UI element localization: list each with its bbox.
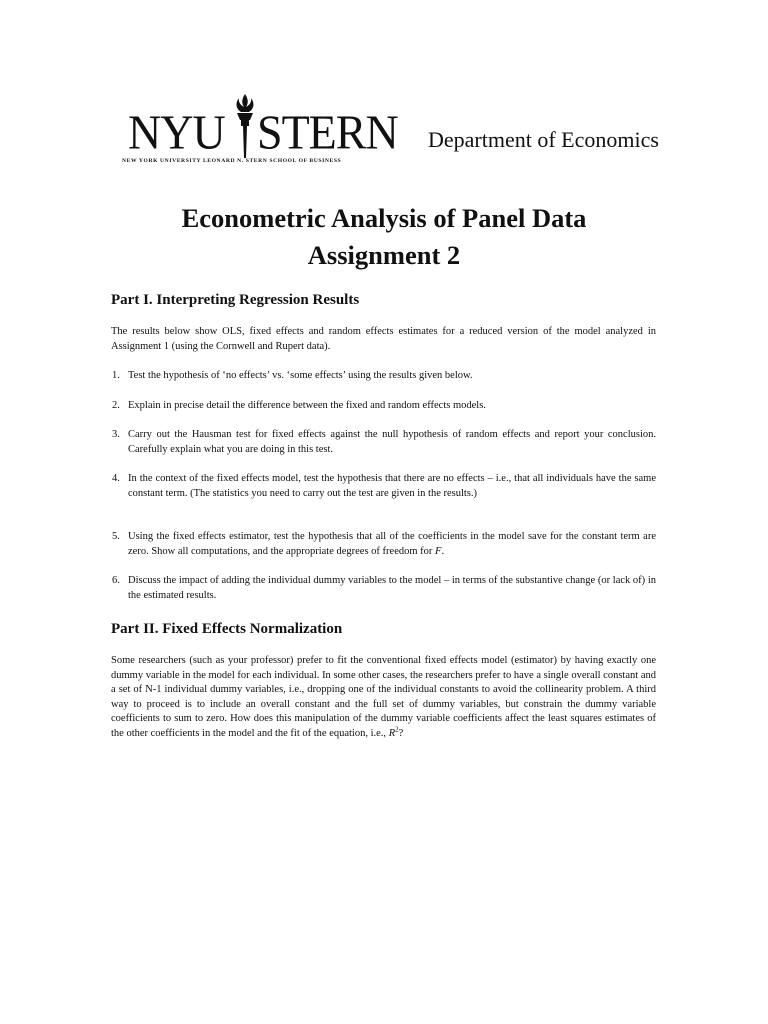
part2-paragraph-end: ? (398, 727, 404, 739)
logo-stern-text: STERN (257, 105, 398, 160)
question-3 (111, 428, 656, 457)
question-text: In the context of the fixed effects model, test the hypothesis that there are no effects – i.e., that all individuals have the same constant term. (The statistics you need to carry out the test are given in the results.) (128, 473, 656, 499)
question-number: 4. (112, 473, 120, 484)
part1-heading: Part I. Interpreting Regression Results (111, 292, 360, 308)
nyu-stern-logo (122, 92, 398, 170)
question-2 (111, 399, 656, 414)
question-5 (111, 530, 656, 559)
question-number: 5. (112, 531, 120, 542)
r-squared-symbol: R (388, 727, 396, 739)
question-number: 2. (112, 400, 120, 411)
question-text: Test the hypothesis of ‘no effects’ vs. ‘some effects’ using the results given below. (128, 370, 473, 381)
part2-paragraph-text: Some researchers (such as your professor) prefer to fit the conventional fixed effects model (estimator) by having exactly one dummy variable in the model for each individual. In some other cases, the researchers prefer to have a single overall constant and a set of N-1 individual dummy variables, i.e., dropping one of the individual constants to avoid the collinearity problem. A third way to proceed is to include an overall constant and the full set of dummy variables, but constrain the dummy variable coefficients to sum to zero. How does this manipulation of the dummy variable coefficients affect the least squares estimates of the other coefficients in the model and the fit of the equation, i.e., (111, 655, 656, 739)
document-subtitle: Assignment 2 (307, 240, 461, 270)
question-number: 6. (112, 575, 120, 586)
part1-intro: The results below show OLS, fixed effects and random effects estimates for a reduced version of the model analyzed in Assignment 1 (using the Cornwell and Rupert data). (111, 326, 656, 352)
logo-nyu-text: NYU (128, 105, 225, 160)
question-text-main: Using the fixed effects estimator, test the hypothesis that all of the coefficients in the model save for the constant term are zero. Show all computations, and the appropriate degrees of freedom for (128, 531, 656, 557)
department-name: Department of Economics (428, 127, 659, 152)
torch-icon (230, 92, 260, 162)
document-title: Econometric Analysis of Panel Data (181, 203, 587, 233)
question-text: Carry out the Hausman test for fixed effects against the null hypothesis of random effects and report your conclusion. Carefully explain what you are doing in this test. (128, 429, 656, 455)
part2-heading: Part II. Fixed Effects Normalization (111, 621, 343, 637)
r-squared-exponent: 2 (395, 725, 399, 734)
question-text-end: . (441, 545, 445, 557)
part2-paragraph (111, 654, 656, 742)
f-statistic-symbol: F (435, 545, 442, 557)
logo-tagline: NEW YORK UNIVERSITY LEONARD N. STERN SCHOOL OF BUSINESS (122, 158, 342, 164)
question-4 (111, 472, 656, 501)
question-number: 3. (112, 429, 120, 440)
question-text: Explain in precise detail the difference between the fixed and random effects models. (128, 400, 486, 411)
question-number: 1. (112, 370, 120, 381)
question-text (128, 530, 656, 559)
question-6 (111, 574, 656, 603)
question-1 (111, 369, 656, 384)
question-text: Discuss the impact of adding the individual dummy variables to the model – in terms of the substantive change (or lack of) in the estimated results. (128, 575, 656, 601)
